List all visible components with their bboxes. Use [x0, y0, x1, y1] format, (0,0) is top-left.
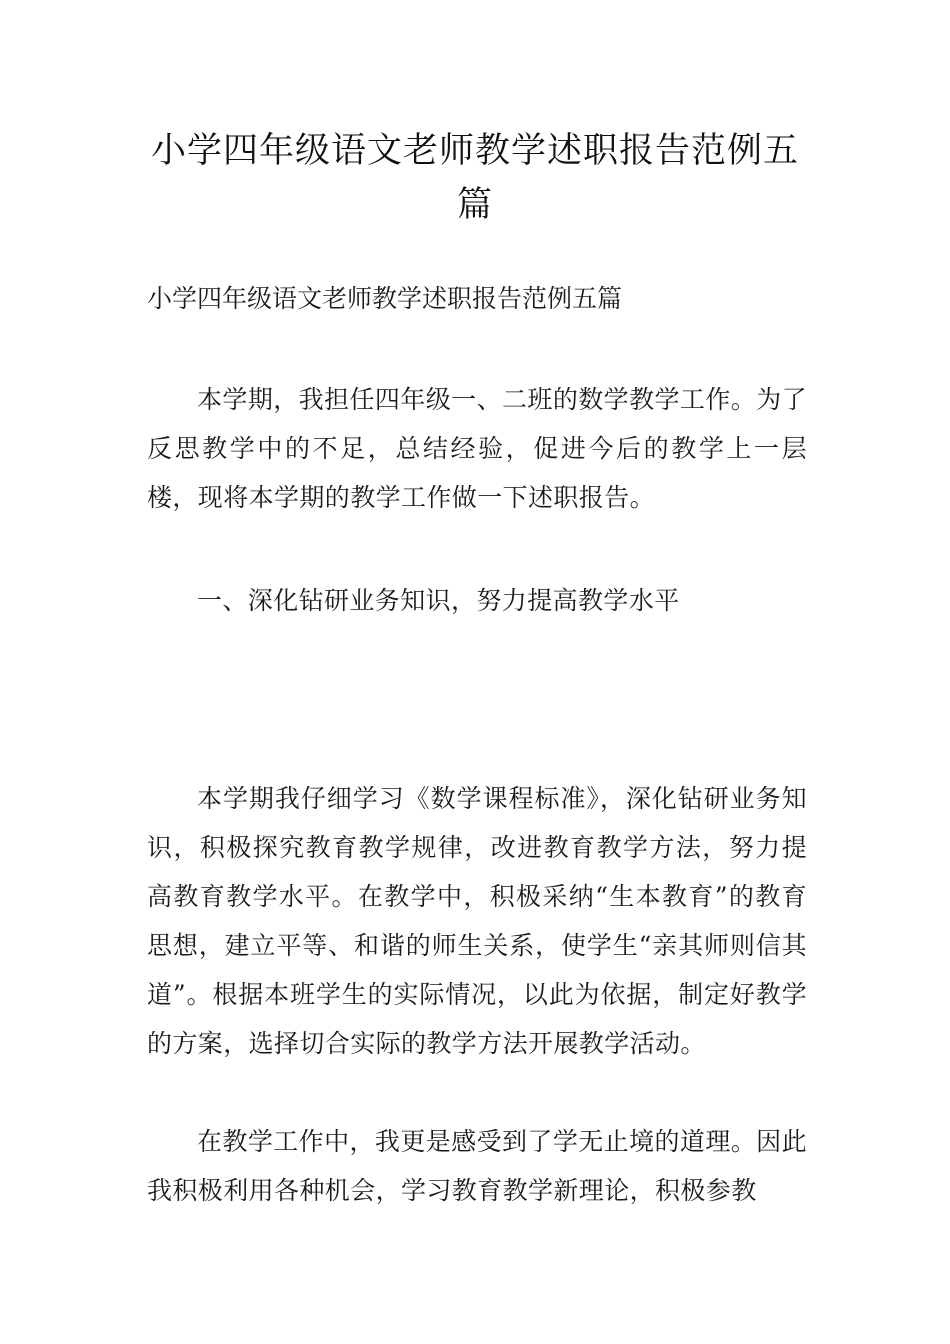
paragraph-section-1-continued: 在教学工作中，我更是感受到了学无止境的道理。因此我积极利用各种机会，学习教育教学新理论，积极参教 [147, 1127, 807, 1205]
paragraph-section-1: 本学期我仔细学习《数学课程标准》，深化钻研业务知识，积极探究教育教学规律，改进教育教学方法，努力提高教育教学水平。在教学中，积极采纳“生本教育”的教育思想，建立平等、和谐的师生关系，使学生“亲其师则信其道”。根据本班学生的实际情况，以此为依据，制定好教学的方案，选择切合实际的教学方法开展教学活动。 [147, 784, 807, 1058]
section-heading-1: 一、深化钻研业务知识，努力提高教学水平 [197, 586, 680, 615]
paragraph-intro: 本学期，我担任四年级一、二班的数学教学工作。为了反思教学中的不足，总结经验，促进今后的教学上一层楼，现将本学期的教学工作做一下述职报告。 [147, 385, 807, 512]
document-title: 小学四年级语文老师教学述职报告范例五篇 [150, 131, 799, 225]
document-subtitle: 小学四年级语文老师教学述职报告范例五篇 [147, 284, 623, 313]
